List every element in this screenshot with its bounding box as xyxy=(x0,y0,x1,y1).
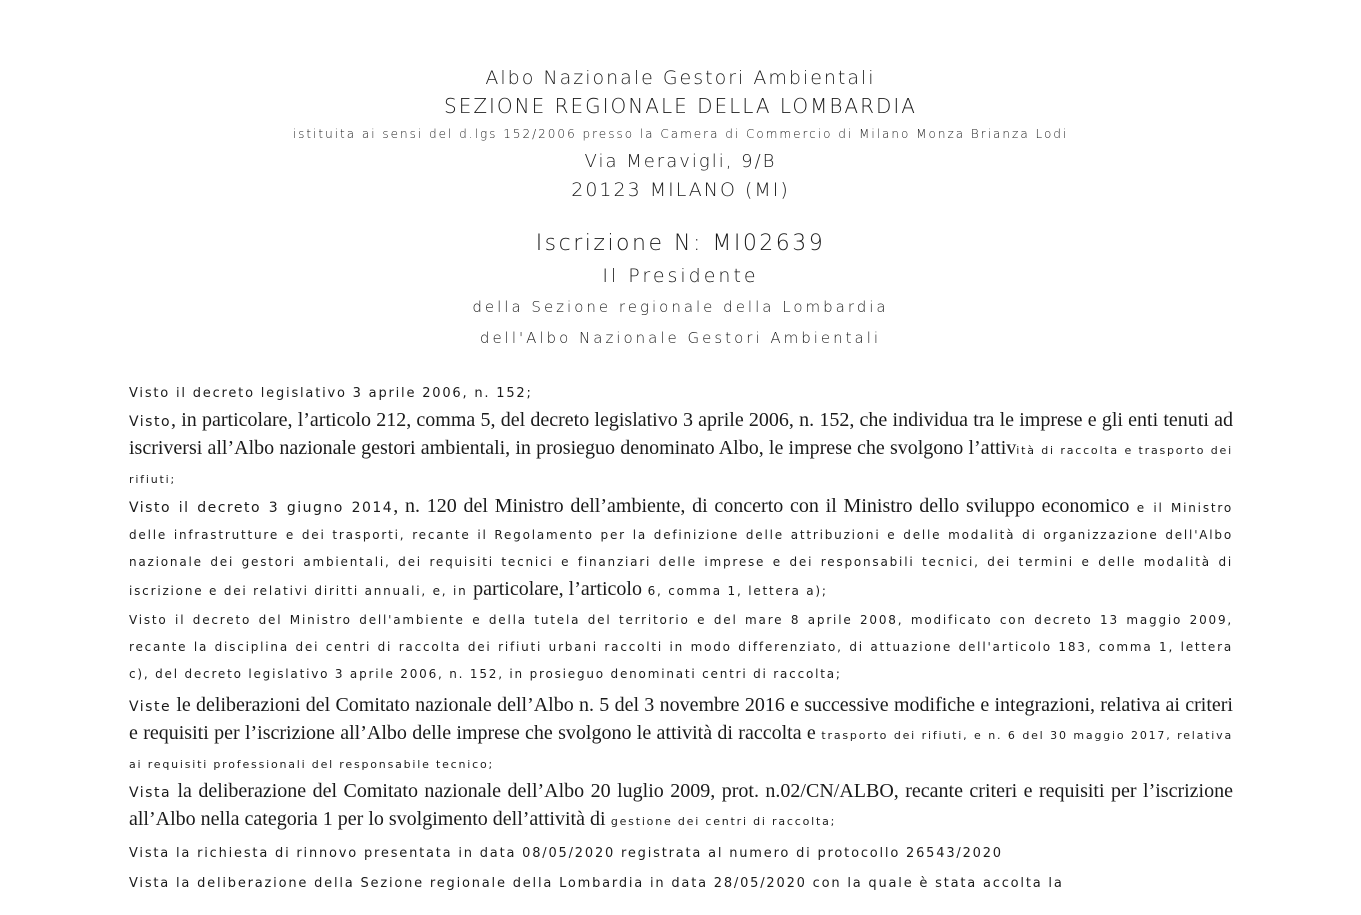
paragraph-visto-decreto xyxy=(129,380,1233,407)
paragraph-lead: Viste xyxy=(129,699,172,715)
paragraph-viste-deliberazioni xyxy=(129,692,1233,778)
document-body xyxy=(129,380,1233,897)
paragraph-vista-deliberazione-2009 xyxy=(129,778,1233,835)
albo-title: Albo Nazionale Gestori Ambientali xyxy=(485,67,876,89)
address-street: Via Meravigli, 9/B xyxy=(584,151,777,172)
president-heading: Il Presidente xyxy=(602,265,759,287)
paragraph-text: , n. 120 del Ministro dell’ambiente, di concerto con il Ministro dello sviluppo economico xyxy=(393,495,1130,517)
paragraph-lead: Visto xyxy=(129,414,172,430)
paragraph-tail: trasporto dei rifiuti, e n. 6 del 30 maggio 2017, relativa ai requisiti professionali del responsabile tecnico; xyxy=(129,729,1233,771)
paragraph-mid: e il Ministro delle infrastrutture e dei trasporti, recante il Regolamento per la definizione delle attribuzioni e delle modalità di organizzazione dell'Albo nazionale dei gestori ambientali, dei requisiti tecnici e finanziari delle imprese e dei responsabili tecnici, dei termini e delle modalità di iscrizione e dei relativi diritti annuali, e, in xyxy=(129,501,1233,598)
paragraph-text: Visto il decreto del Ministro dell'ambiente e della tutela del territorio e del mare 8 aprile 2008, modificato con decreto 13 maggio 2009, recante la disciplina dei centri di raccolta dei rifiuti urbani raccolti in modo differenziato, di attuazione dell'articolo 183, comma 1, lettera c), del decreto legislativo 3 aprile 2006, n. 152, in prosieguo denominati centri di raccolta; xyxy=(129,613,1233,681)
paragraph-vista-deliberazione-sezione xyxy=(129,871,1233,897)
institution-note: istituita ai sensi del d.lgs 152/2006 presso la Camera di Commercio di Milano Monza Brianza Lodi xyxy=(292,127,1069,141)
paragraph-lead: Visto il decreto 3 giugno 2014 xyxy=(129,500,394,516)
paragraph-lead: Vista xyxy=(129,785,172,801)
letterhead xyxy=(0,64,1361,204)
paragraph-text: le deliberazioni del Comitato nazionale dell’Albo n. 5 del 3 novembre 2016 e successive modifiche e integrazioni, relativa ai criteri e requisiti per l’iscrizione all’Albo delle imprese che svolgono le attività di raccolta e xyxy=(129,694,1233,744)
document-title-block xyxy=(0,228,1361,353)
regional-section: SEZIONE REGIONALE DELLA LOMBARDIA xyxy=(444,94,917,118)
paragraph-visto-articolo-212 xyxy=(129,407,1233,493)
paragraph-text: , in particolare, l’articolo 212, comma 5, del decreto legislativo 3 aprile 2006, n. 152, che individua tra le imprese e gli enti tenuti ad iscriversi all’Albo nazionale gestori ambientali, in prosieguo denominato Albo, le imprese che svolgono l’attiv xyxy=(129,409,1233,459)
paragraph-text: Vista la deliberazione della Sezione regionale della Lombardia in data 28/05/2020 con la quale è stata accolta la xyxy=(129,876,1064,891)
paragraph-text: la deliberazione del Comitato nazionale dell’Albo 20 luglio 2009, prot. n.02/CN/ALBO, recante criteri e requisiti per l’iscrizione all’Albo nella categoria 1 per lo svolgimento dell’attività di xyxy=(129,780,1233,830)
address-city: 20123 MILANO (MI) xyxy=(571,179,790,201)
paragraph-vista-richiesta-rinnovo xyxy=(129,841,1233,867)
paragraph-tail: 6, comma 1, lettera a); xyxy=(641,584,828,598)
section-heading: della Sezione regionale della Lombardia xyxy=(472,298,889,316)
paragraph-visto-decreto-2014 xyxy=(129,493,1233,605)
paragraph-tail: gestione dei centri di raccolta; xyxy=(605,815,837,828)
registration-number: Iscrizione N: MI02639 xyxy=(535,231,826,256)
paragraph-visto-decreto-centri-raccolta xyxy=(129,607,1233,688)
albo-heading: dell'Albo Nazionale Gestori Ambientali xyxy=(479,329,882,347)
paragraph-text: Vista la richiesta di rinnovo presentata in data 08/05/2020 registrata al numero di protocollo 26543/2020 xyxy=(129,846,1003,861)
paragraph-text: Visto il decreto legislativo 3 aprile 2006, n. 152; xyxy=(129,386,533,401)
paragraph-tail: ità di raccolta e trasporto dei rifiuti; xyxy=(129,444,1233,486)
paragraph-text-2: particolare, l’articolo xyxy=(473,578,642,600)
